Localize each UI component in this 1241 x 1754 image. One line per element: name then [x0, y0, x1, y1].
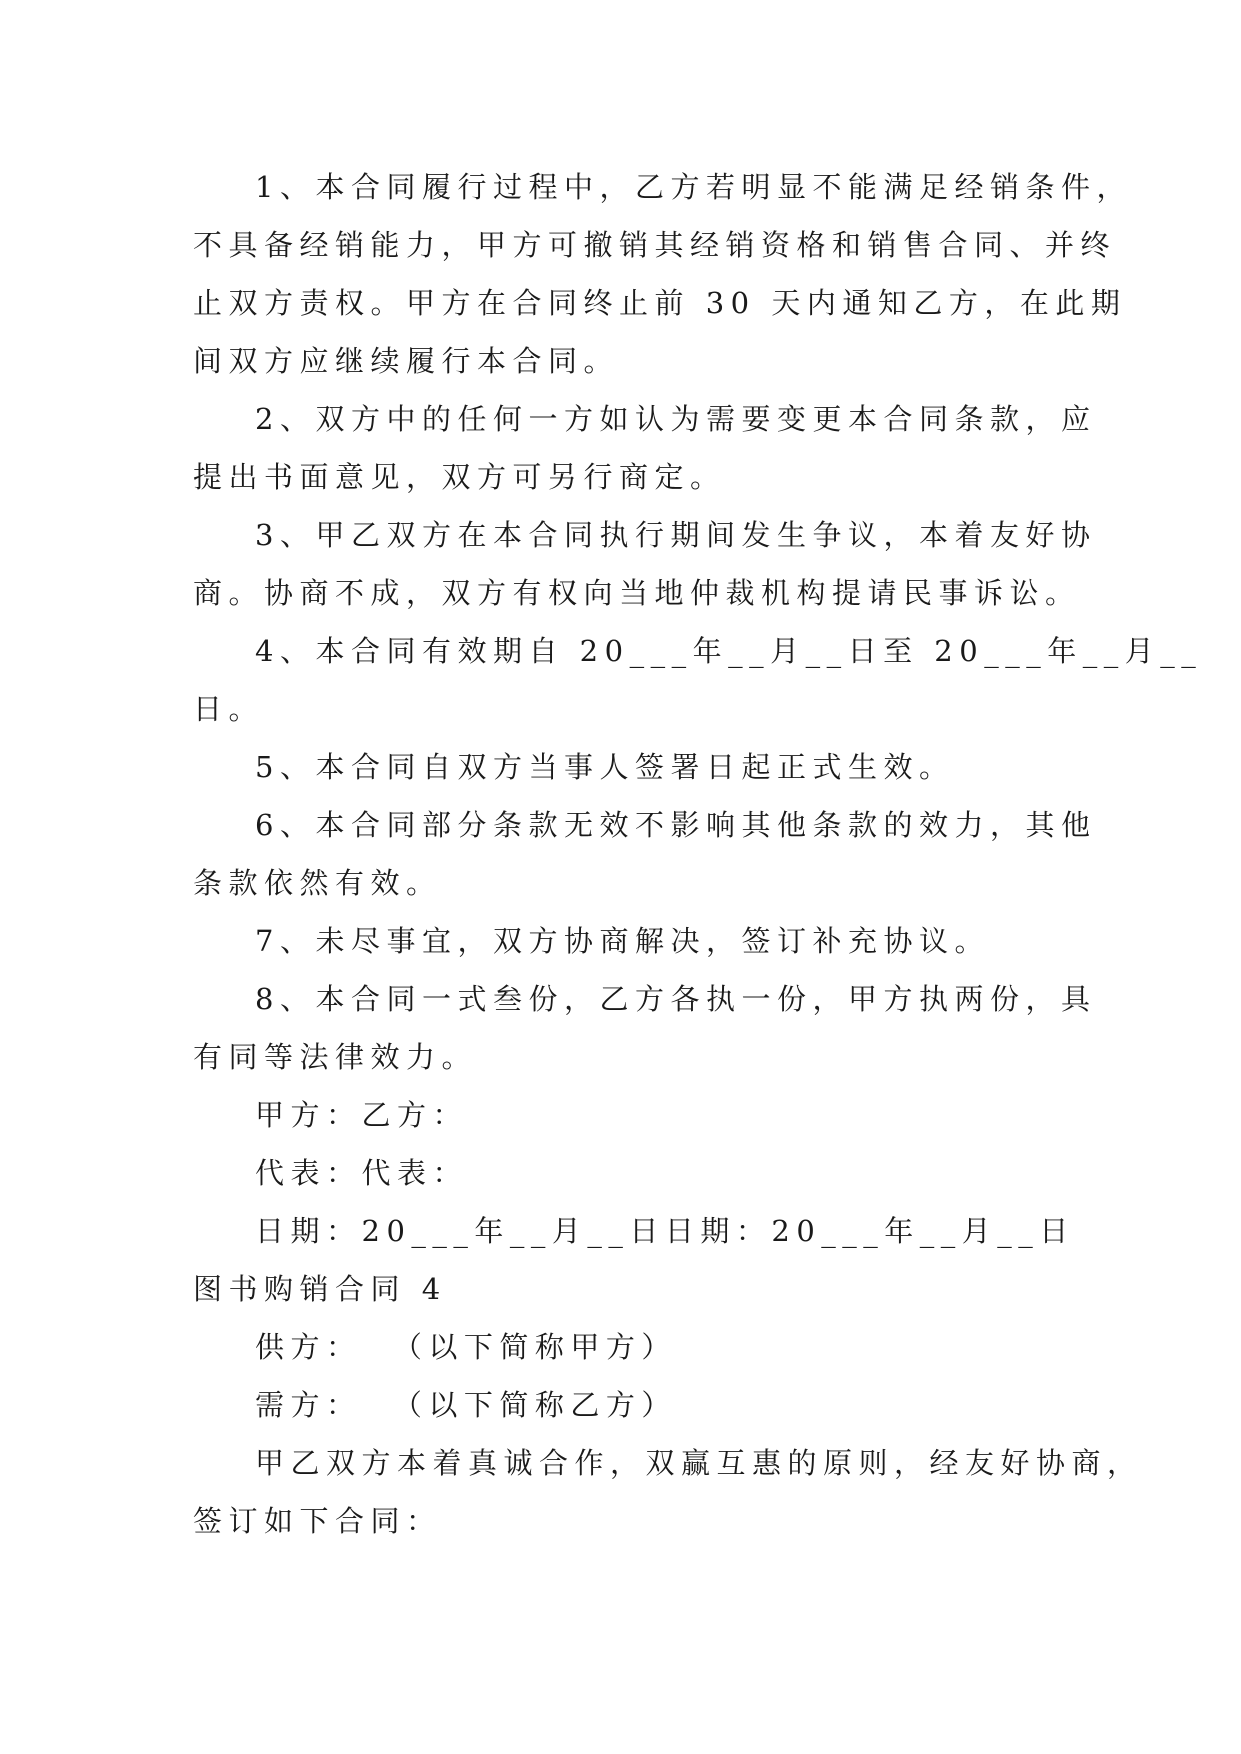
clause-7-line-1: 7、未尽事宜，双方协商解决，签订补充协议。	[255, 924, 990, 958]
clause-8-line-2: 有同等法律效力。	[193, 1040, 478, 1074]
clause-8-line-1: 8、本合同一式叁份，乙方各执一份，甲方执两份，具	[255, 982, 1097, 1016]
section-title	[193, 1260, 1053, 1318]
clause-1-line-4: 间双方应继续履行本合同。	[193, 344, 620, 378]
signature-parties	[193, 1086, 1053, 1144]
clause-2-line-2: 提出书面意见，双方可另行商定。	[193, 460, 726, 494]
contract-4-title: 图书购销合同 4	[193, 1272, 447, 1306]
clause-3-line-2: 商。协商不成，双方有权向当地仲裁机构提请民事诉讼。	[193, 576, 1081, 610]
buyer-text: 需方： （以下简称乙方）	[255, 1388, 677, 1422]
clause-4	[193, 622, 1203, 738]
contract-intro	[193, 1434, 1143, 1550]
contract-intro-line-2: 签订如下合同：	[193, 1504, 442, 1538]
clause-1-line-2: 不具备经销能力，甲方可撤销其经销资格和销售合同、并终	[193, 228, 1117, 262]
clause-3-line-1: 3、甲乙双方在本合同执行期间发生争议，本着友好协	[255, 518, 1097, 552]
contract-intro-line-1: 甲乙双方本着真诚合作，双赢互惠的原则，经友好协商，	[255, 1446, 1143, 1480]
supplier-line	[193, 1318, 1053, 1376]
clause-2-line-1: 2、双方中的任何一方如认为需要变更本合同条款，应	[255, 402, 1097, 436]
clause-3	[193, 506, 1097, 622]
clause-1-line-3: 止双方责权。甲方在合同终止前 30 天内通知乙方，在此期	[193, 286, 1127, 320]
clause-8	[193, 970, 1097, 1086]
clause-6	[193, 796, 1097, 912]
clause-1-line-1: 1、本合同履行过程中，乙方若明显不能满足经销条件，	[255, 170, 1132, 204]
signature-representatives	[193, 1144, 1053, 1202]
signature-dates-text: 日期：20___年__月__日日期：20___年__月__日	[255, 1214, 1075, 1248]
clause-5-line-1: 5、本合同自双方当事人签署日起正式生效。	[255, 750, 955, 784]
clause-5	[193, 738, 1053, 796]
signature-representatives-text: 代表：代表：	[255, 1156, 469, 1190]
buyer-line	[193, 1376, 1053, 1434]
clause-1	[193, 158, 1132, 390]
clause-6-line-1: 6、本合同部分条款无效不影响其他条款的效力，其他	[255, 808, 1097, 842]
signature-dates	[193, 1202, 1075, 1260]
clause-2	[193, 390, 1097, 506]
clause-6-line-2: 条款依然有效。	[193, 866, 442, 900]
clause-4-line-2: 日。	[193, 692, 265, 726]
clause-4-line-1: 4、本合同有效期自 20___年__月__日至 20___年__月__	[255, 634, 1203, 668]
clause-7	[193, 912, 1053, 970]
supplier-text: 供方： （以下简称甲方）	[255, 1330, 677, 1364]
document-page	[193, 158, 1203, 1550]
signature-parties-text: 甲方：乙方：	[255, 1098, 469, 1132]
